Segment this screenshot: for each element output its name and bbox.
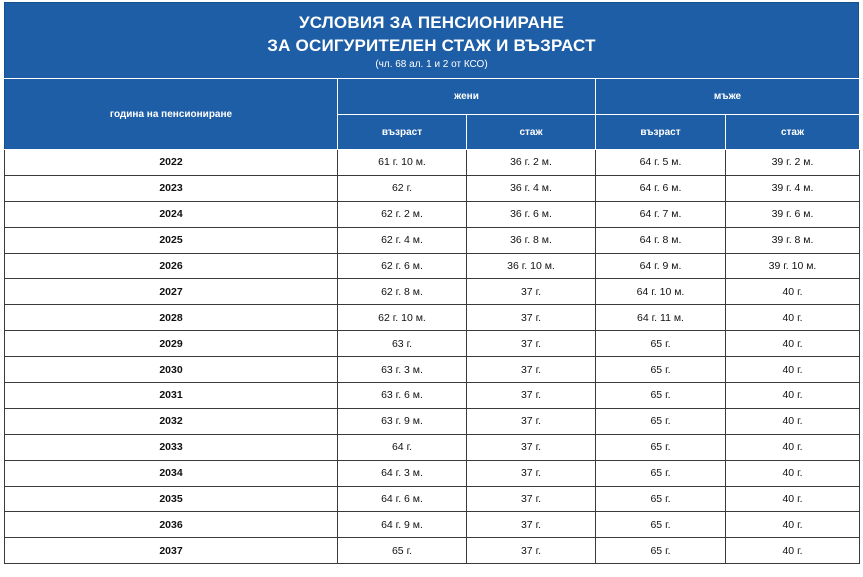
year-cell: 2034 [5,460,338,486]
women-age-cell: 63 г. 9 м. [338,408,467,434]
table-row [5,357,860,383]
women-service-cell: 36 г. 6 м. [467,201,596,227]
women-age-cell: 64 г. [338,434,467,460]
men-service-cell: 40 г. [726,279,860,305]
men-age-header: възраст [596,115,726,150]
year-cell: 2025 [5,227,338,253]
women-service-cell: 36 г. 10 м. [467,253,596,279]
women-service-cell: 37 г. [467,383,596,409]
men-service-cell: 40 г. [726,538,860,564]
men-service-cell: 39 г. 10 м. [726,253,860,279]
men-service-cell: 40 г. [726,357,860,383]
women-age-cell: 63 г. 3 м. [338,357,467,383]
women-age-cell: 62 г. 4 м. [338,227,467,253]
men-age-cell: 64 г. 7 м. [596,201,726,227]
year-cell: 2024 [5,201,338,227]
title-line-2: ЗА ОСИГУРИТЕЛЕН СТАЖ И ВЪЗРАСТ [267,36,596,55]
women-service-cell: 37 г. [467,486,596,512]
men-service-cell: 39 г. 4 м. [726,175,860,201]
men-age-cell: 65 г. [596,434,726,460]
men-service-cell: 40 г. [726,331,860,357]
men-age-cell: 64 г. 8 м. [596,227,726,253]
pension-conditions-document [4,2,859,568]
men-age-cell: 65 г. [596,408,726,434]
men-age-cell: 65 г. [596,538,726,564]
women-service-cell: 37 г. [467,512,596,538]
women-service-cell: 36 г. 8 м. [467,227,596,253]
year-cell: 2028 [5,305,338,331]
pension-table [4,78,860,564]
men-age-cell: 65 г. [596,383,726,409]
men-age-cell: 65 г. [596,486,726,512]
table-row [5,201,860,227]
year-cell: 2022 [5,150,338,176]
men-age-cell: 65 г. [596,357,726,383]
men-age-cell: 64 г. 9 м. [596,253,726,279]
men-service-cell: 40 г. [726,460,860,486]
women-age-cell: 63 г. [338,331,467,357]
women-service-cell: 36 г. 2 м. [467,150,596,176]
women-age-cell: 62 г. 10 м. [338,305,467,331]
title-subtitle: (чл. 68 ал. 1 и 2 от КСО) [375,59,488,70]
men-service-cell: 40 г. [726,305,860,331]
men-service-cell: 40 г. [726,512,860,538]
men-age-cell: 65 г. [596,512,726,538]
table-row [5,383,860,409]
men-age-cell: 64 г. 10 м. [596,279,726,305]
men-service-cell: 40 г. [726,383,860,409]
table-row [5,486,860,512]
table-row [5,305,860,331]
men-service-cell: 39 г. 2 м. [726,150,860,176]
women-age-cell: 64 г. 6 м. [338,486,467,512]
table-row [5,253,860,279]
women-service-cell: 37 г. [467,434,596,460]
women-service-cell: 37 г. [467,538,596,564]
women-service-cell: 37 г. [467,357,596,383]
women-age-cell: 62 г. 8 м. [338,279,467,305]
men-age-cell: 65 г. [596,331,726,357]
men-age-cell: 64 г. 11 м. [596,305,726,331]
table-row [5,460,860,486]
women-service-cell: 36 г. 4 м. [467,175,596,201]
men-service-header: стаж [726,115,860,150]
table-row [5,150,860,176]
table-row [5,331,860,357]
year-column-header: година на пенсиониране [5,79,338,150]
table-row [5,279,860,305]
table-row [5,175,860,201]
men-service-cell: 40 г. [726,486,860,512]
women-age-cell: 62 г. 2 м. [338,201,467,227]
year-cell: 2029 [5,331,338,357]
year-cell: 2037 [5,538,338,564]
men-service-cell: 39 г. 8 м. [726,227,860,253]
men-age-cell: 64 г. 5 м. [596,150,726,176]
year-cell: 2032 [5,408,338,434]
table-row [5,408,860,434]
women-service-cell: 37 г. [467,331,596,357]
table-row [5,538,860,564]
women-service-cell: 37 г. [467,305,596,331]
year-cell: 2027 [5,279,338,305]
women-age-cell: 65 г. [338,538,467,564]
year-cell: 2035 [5,486,338,512]
men-group-header: мъже [596,79,860,115]
women-age-cell: 62 г. [338,175,467,201]
table-row [5,434,860,460]
year-cell: 2023 [5,175,338,201]
women-age-cell: 62 г. 6 м. [338,253,467,279]
year-cell: 2031 [5,383,338,409]
year-cell: 2033 [5,434,338,460]
men-service-cell: 39 г. 6 м. [726,201,860,227]
women-age-cell: 61 г. 10 м. [338,150,467,176]
title-line-1: УСЛОВИЯ ЗА ПЕНСИОНИРАНЕ [298,13,565,32]
women-service-cell: 37 г. [467,460,596,486]
table-row [5,227,860,253]
men-service-cell: 40 г. [726,434,860,460]
table-row [5,512,860,538]
women-service-header: стаж [467,115,596,150]
year-cell: 2026 [5,253,338,279]
women-age-header: възраст [338,115,467,150]
men-service-cell: 40 г. [726,408,860,434]
women-service-cell: 37 г. [467,408,596,434]
table-body [5,150,860,564]
women-age-cell: 63 г. 6 м. [338,383,467,409]
women-service-cell: 37 г. [467,279,596,305]
men-age-cell: 65 г. [596,460,726,486]
women-age-cell: 64 г. 9 м. [338,512,467,538]
women-group-header: жени [338,79,596,115]
men-age-cell: 64 г. 6 м. [596,175,726,201]
title-block [4,2,859,78]
women-age-cell: 64 г. 3 м. [338,460,467,486]
year-cell: 2030 [5,357,338,383]
year-cell: 2036 [5,512,338,538]
